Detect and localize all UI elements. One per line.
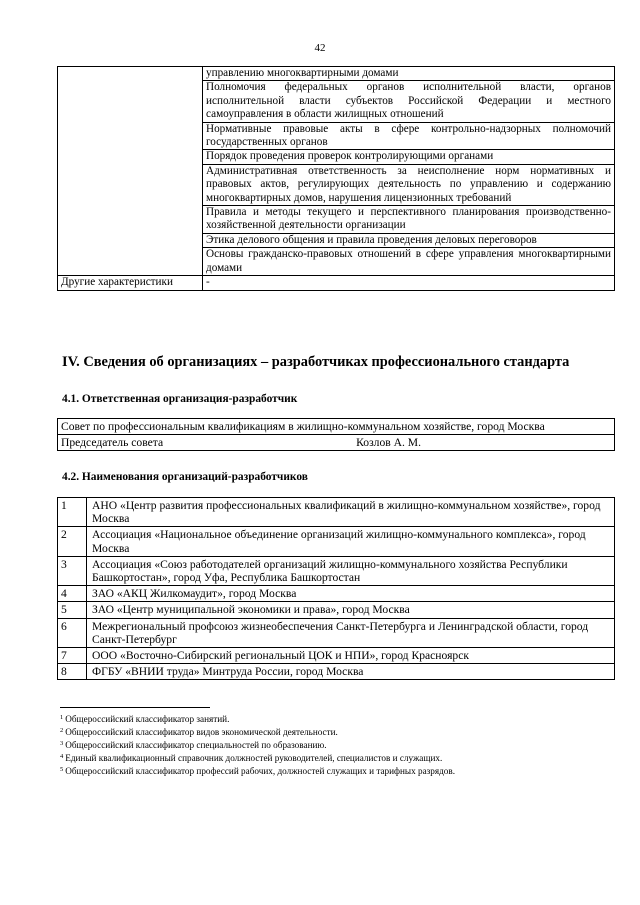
- developer-number: 6: [58, 618, 87, 647]
- table-row: [58, 435, 615, 451]
- knowledge-item: Нормативные правовые акты в сфере контрольно-надзорных полномочий государственных органов: [203, 122, 615, 150]
- footnote: [60, 764, 620, 777]
- responsible-org-table: [57, 418, 615, 451]
- footnote-mark: 3: [60, 740, 64, 747]
- knowledge-item: Полномочия федеральных органов исполнительной власти, органов исполнительной власти субъектов Российской Федерации и местного самоуправления в области жилищных отношений: [203, 81, 615, 122]
- table-row: [58, 664, 615, 680]
- table-row: [58, 276, 615, 290]
- table-row: [58, 67, 615, 81]
- chair-label: Председатель совета: [61, 436, 164, 449]
- table-row: [58, 618, 615, 647]
- developer-number: 8: [58, 664, 87, 680]
- table-row: [58, 586, 615, 602]
- chair-cell: [58, 435, 615, 451]
- footnote: [60, 751, 620, 764]
- table-row: [58, 602, 615, 618]
- table-row: [58, 498, 615, 527]
- responsible-org-heading: 4.1. Ответственная организация-разработчик: [62, 393, 298, 405]
- other-characteristics-value: -: [203, 276, 615, 290]
- page-number: 42: [314, 42, 326, 54]
- footnote-divider: [60, 707, 210, 708]
- table-row: [58, 648, 615, 664]
- responsible-org-name: Совет по профессиональным квалификациям в жилищно-коммунальном хозяйстве, город Москва: [58, 419, 615, 435]
- footnote-text: Общероссийский классификатор профессий рабочих, должностей служащих и тарифных разрядов.: [65, 766, 456, 776]
- table-cell-empty: [58, 67, 203, 276]
- developer-number: 5: [58, 602, 87, 618]
- table-row: [58, 527, 615, 556]
- footnote-mark: 1: [60, 714, 64, 721]
- developers-heading: 4.2. Наименования организаций-разработчиков: [62, 471, 308, 483]
- developer-number: 4: [58, 586, 87, 602]
- developer-number: 7: [58, 648, 87, 664]
- developer-name: ООО «Восточно-Сибирский региональный ЦОК и НПИ», город Красноярск: [87, 648, 615, 664]
- developer-name: ЗАО «Центр муниципальной экономики и права», город Москва: [87, 602, 615, 618]
- developer-name: Межрегиональный профсоюз жизнеобеспечения Санкт-Петербурга и Ленинградской области, город Санкт-Петербург: [87, 618, 615, 647]
- knowledge-item: Этика делового общения и правила проведения деловых переговоров: [203, 233, 615, 247]
- developer-name: Ассоциация «Национальное объединение организаций жилищно-коммунального комплекса», город Москва: [87, 527, 615, 556]
- footnote: [60, 738, 620, 751]
- requirements-table: [57, 66, 615, 291]
- developer-name: Ассоциация «Союз работодателей организаций жилищно-коммунального хозяйства Республики Башкортостан», город Уфа, Республика Башкортостан: [87, 556, 615, 585]
- developer-number: 3: [58, 556, 87, 585]
- footnote: [60, 725, 620, 738]
- developer-name: АНО «Центр развития профессиональных квалификаций в жилищно-коммунальном хозяйстве», город Москва: [87, 498, 615, 527]
- section-title: IV. Сведения об организациях – разработчиках профессионального стандарта: [62, 354, 570, 370]
- knowledge-item: Правила и методы текущего и перспективного планирования производственно-хозяйственной деятельности организации: [203, 206, 615, 234]
- knowledge-item: Порядок проведения проверок контролирующими органами: [203, 150, 615, 164]
- footnote-mark: 4: [60, 753, 64, 760]
- table-row: [58, 419, 615, 435]
- footnote-text: Общероссийский классификатор занятий.: [65, 714, 230, 724]
- developer-number: 1: [58, 498, 87, 527]
- footnote-text: Общероссийский классификатор видов экономической деятельности.: [65, 727, 338, 737]
- knowledge-item: управлению многоквартирными домами: [203, 67, 615, 81]
- footnote-text: Единый квалификационный справочник должностей руководителей, специалистов и служащих.: [65, 753, 443, 763]
- chair-name: Козлов А. М.: [356, 436, 421, 449]
- footnote-mark: 2: [60, 727, 64, 734]
- developer-number: 2: [58, 527, 87, 556]
- footnotes: [60, 712, 620, 777]
- footnote-text: Общероссийский классификатор специальностей по образованию.: [65, 740, 327, 750]
- table-row: [58, 556, 615, 585]
- developers-table: [57, 497, 615, 680]
- developer-name: ФГБУ «ВНИИ труда» Минтруда России, город Москва: [87, 664, 615, 680]
- developer-name: ЗАО «АКЦ Жилкомаудит», город Москва: [87, 586, 615, 602]
- knowledge-item: Административная ответственность за неисполнение норм нормативных и правовых актов, регулирующих деятельность по управлению и содержанию многоквартирных домов, нарушения лицензионных требований: [203, 164, 615, 205]
- knowledge-item: Основы гражданско-правовых отношений в сфере управления многоквартирными домами: [203, 248, 615, 276]
- other-characteristics-label: Другие характеристики: [58, 276, 203, 290]
- footnote-mark: 5: [60, 766, 64, 773]
- footnote: [60, 712, 620, 725]
